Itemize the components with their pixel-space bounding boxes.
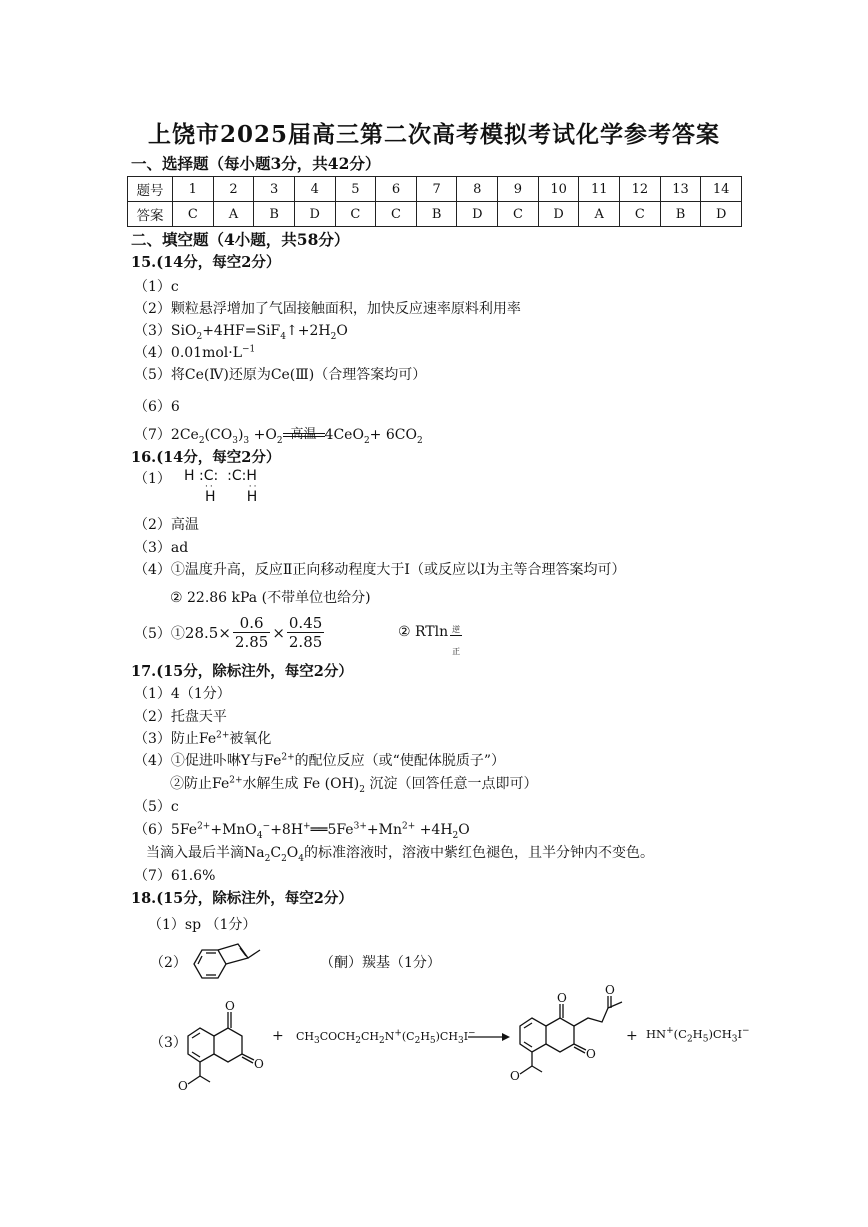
q18-answer-2-text: （酮）羰基（1分） bbox=[320, 955, 441, 971]
q16-answer-5: （5）① 28.5 × $\frac{0.6}{2.85}$ × $\frac{0.45}{2.85}$ bbox=[134, 614, 323, 651]
answer-cell: C bbox=[173, 202, 214, 227]
q16-answer-2: （2）高温 bbox=[134, 517, 199, 533]
lewis-bottom-h: H H bbox=[205, 489, 258, 505]
question-number-cell: 3 bbox=[254, 177, 295, 202]
fraction-1: $\frac{0.6}{2.85}$ bbox=[234, 614, 269, 651]
answer-cell: B bbox=[660, 202, 701, 227]
q15-header: 15.(14分，每空2分） bbox=[131, 254, 281, 271]
product-acetyl-oxygen: O bbox=[510, 1069, 520, 1083]
question-number-cell: 4 bbox=[294, 177, 335, 202]
q15-answer-1: （1）c bbox=[134, 279, 179, 295]
fraction-2: $\frac{0.45}{2.85}$ bbox=[288, 614, 323, 651]
question-number-cell: 5 bbox=[335, 177, 376, 202]
q17-answer-7: （7）61.6% bbox=[134, 868, 216, 884]
answer-cell: D bbox=[294, 202, 335, 227]
q15-answer-6: （6）6 bbox=[134, 399, 180, 415]
q18-answer-3-label: （3） bbox=[150, 1035, 187, 1051]
question-number-cell: 8 bbox=[457, 177, 498, 202]
q15-answer-5: （5）将Ce(Ⅳ)还原为Ce(Ⅲ)（合理答案均可） bbox=[134, 367, 427, 383]
answer-cell: D bbox=[701, 202, 742, 227]
acetyl-oxygen: O bbox=[178, 1079, 188, 1093]
carbonyl-oxygen-2: O bbox=[254, 1057, 264, 1071]
product-carbonyl-oxygen-2: O bbox=[586, 1047, 596, 1061]
q17-answer-4b: ②防止$Fe^{2+}$水解生成 Fe $(OH)_2$ 沉淀（回答任意一点即可） bbox=[170, 775, 538, 795]
question-number-cell: 2 bbox=[213, 177, 254, 202]
section1-heading: 一、选择题（每小题3分，共42分） bbox=[131, 154, 381, 173]
q17-header: 17.(15分，除标注外，每空2分） bbox=[131, 663, 353, 680]
question-number-cell: 12 bbox=[620, 177, 661, 202]
q16-header: 16.(14分，每空2分） bbox=[131, 449, 281, 466]
q15-answer-2: （2）颗粒悬浮增加了气固接触面积，加快反应速率原料利用率 bbox=[134, 301, 521, 317]
question-number-cell: 11 bbox=[579, 177, 620, 202]
table-row-numbers bbox=[128, 177, 742, 202]
product-carbonyl-oxygen-1: O bbox=[557, 991, 567, 1005]
indene-structure bbox=[188, 934, 288, 984]
reagent-formula: $CH_3COCH_2CH_2N^+(C_2H_5)CH_3I^-$ bbox=[296, 1028, 476, 1047]
q17-answer-6b: 当滴入最后半滴$Na_2C_2O_4$的标准溶液时，溶液中紫红色褪色，且半分钟内不变色。 bbox=[146, 845, 655, 864]
q17-answer-1: （1）4（1分） bbox=[134, 686, 231, 702]
q16-answer-4a: （4）①温度升高，反应Ⅱ正向移动程度大于Ⅰ（或反应以Ⅰ为主等合理答案均可） bbox=[134, 562, 626, 578]
q16-answer-4b: ② 22.86 kPa (不带单位也给分) bbox=[170, 590, 371, 606]
question-number-cell: 7 bbox=[416, 177, 457, 202]
product-structure bbox=[506, 983, 626, 1083]
question-number-cell: 10 bbox=[538, 177, 579, 202]
q16-answer-3: （3）ad bbox=[134, 540, 189, 556]
row-label-number: 题号 bbox=[128, 177, 173, 202]
q18-answer-1: （1）sp （1分） bbox=[148, 917, 257, 933]
q17-answer-2: （2）托盘天平 bbox=[134, 709, 227, 725]
answer-cell: B bbox=[416, 202, 457, 227]
q16-answer-1-label: （1） bbox=[134, 471, 171, 487]
q18-header: 18.(15分，除标注外，每空2分） bbox=[131, 890, 353, 907]
section2-heading: 二、填空题（4小题，共58分） bbox=[131, 230, 350, 249]
q17-answer-5: （5）c bbox=[134, 799, 179, 815]
question-number-cell: 9 bbox=[498, 177, 539, 202]
question-number-cell: 6 bbox=[376, 177, 417, 202]
lewis-structure: H :C: :C:H bbox=[184, 468, 257, 484]
question-number-cell: 14 bbox=[701, 177, 742, 202]
q17-answer-3: （3）防止$Fe^{2+}$被氧化 bbox=[134, 730, 272, 747]
answer-cell: C bbox=[335, 202, 376, 227]
carbonyl-oxygen-1: O bbox=[225, 999, 235, 1013]
question-number-cell: 13 bbox=[660, 177, 701, 202]
answer-cell: C bbox=[498, 202, 539, 227]
q17-answer-4a: （4）①促进卟啉Y与$Fe^{2+}$的配位反应（或“使配体脱质子”） bbox=[134, 752, 505, 769]
byproduct-formula: $HN^+(C_2H_5)CH_3I^-$ bbox=[646, 1026, 750, 1045]
answer-table bbox=[127, 176, 742, 227]
plus-sign-2: + bbox=[626, 1028, 638, 1044]
q15-answer-4: $(4)0.01mol\cdot L^{-1}$ bbox=[134, 344, 256, 361]
answer-cell: D bbox=[538, 202, 579, 227]
reactant-structure bbox=[178, 998, 280, 1093]
lewis-dots: ·· ·· bbox=[205, 482, 259, 492]
q16-answer-5b: ② RTln $\frac{\text{逆}}{\text{正}}$ bbox=[398, 624, 461, 656]
q15-answer-3: $(3)SiO_2+4HF=SiF_4↑+2H_2O$ bbox=[134, 323, 348, 342]
question-number-cell: 1 bbox=[173, 177, 214, 202]
page-title: 上饶市2025届高三第二次高考模拟考试化学参考答案 bbox=[147, 121, 720, 148]
q18-answer-2-label: （2） bbox=[150, 955, 187, 971]
answer-cell: B bbox=[254, 202, 295, 227]
answer-cell: A bbox=[213, 202, 254, 227]
answer-cell: A bbox=[579, 202, 620, 227]
q15-answer-7: $(7)2Ce_2(CO_3)_3 +O_2$ 高温 $4CeO_2+ 6CO_2$ bbox=[134, 427, 423, 446]
table-row-answers bbox=[128, 202, 742, 227]
product-ketone-oxygen: O bbox=[605, 983, 615, 997]
plus-sign-1: + bbox=[272, 1028, 284, 1044]
q17-answer-6: $(6)5Fe^{2+}+MnO_4^-+8H^+══5Fe^{3+}+Mn^{2+} +4H_2O$ bbox=[134, 821, 470, 841]
answer-cell: C bbox=[376, 202, 417, 227]
row-label-answer: 答案 bbox=[128, 202, 173, 227]
answer-cell: D bbox=[457, 202, 498, 227]
answer-cell: C bbox=[620, 202, 661, 227]
